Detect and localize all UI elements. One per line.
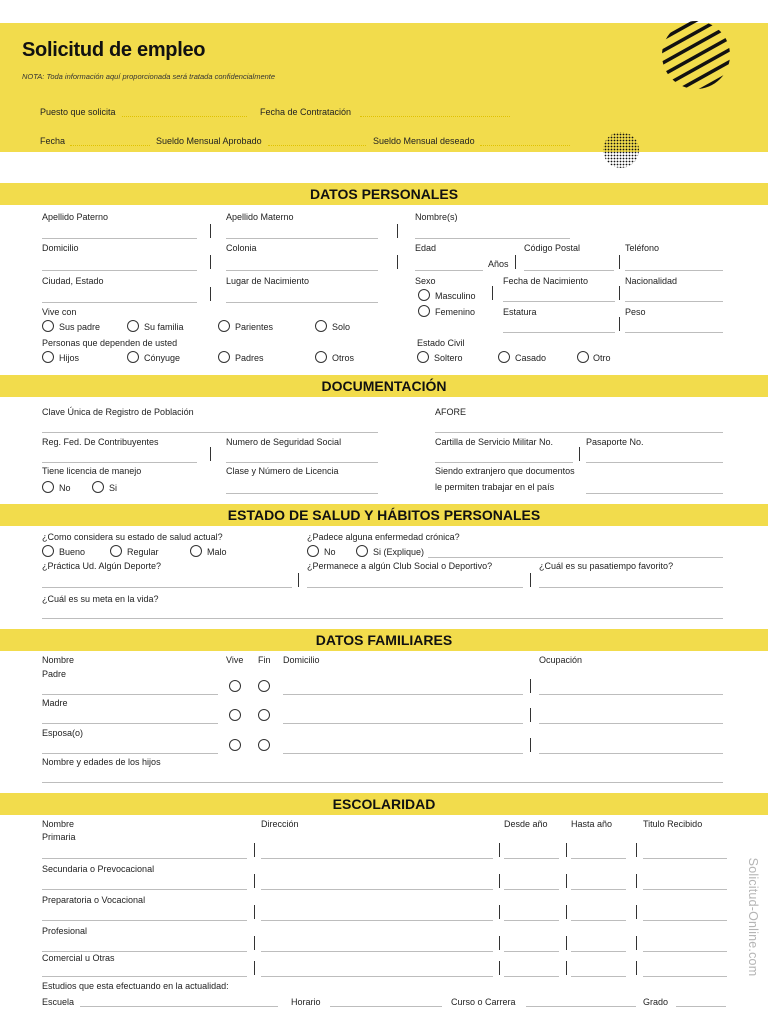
vive-con-radio-2[interactable] [218,320,230,332]
fecha-label: Fecha [40,136,66,146]
salud-heading: ESTADO DE SALUD Y HÁBITOS PERSONALES [227,507,541,523]
salud-option-2: Malo [207,547,227,557]
fam-header-nombre: Nombre [42,655,75,665]
esc-row-4-desde-input[interactable] [504,976,559,977]
esc-row-2-label: Preparatoria o Vocacional [42,895,146,905]
fam-madre-ocupacion-input[interactable] [539,723,723,724]
escuela-label: Escuela [42,997,75,1007]
esc-row-1-desde-input[interactable] [504,889,559,890]
fam-padre-ocupacion-input[interactable] [539,694,723,695]
estatura-label: Estatura [503,307,537,317]
fam-padre-domicilio-input[interactable] [283,694,523,695]
fam-esposa-ocupacion-input[interactable] [539,753,723,754]
esc-row-1-nombre-input[interactable] [42,889,247,890]
fam-madre-nombre-input[interactable] [42,723,218,724]
licencia-option-si: Si [109,483,118,493]
nacionalidad-input[interactable] [625,301,723,302]
esc-header-nombre: Nombre [42,819,75,829]
esc-row-3-direccion-input[interactable] [261,951,493,952]
esc-row-0-hasta-input[interactable] [571,858,626,859]
watermark-text: Solicitud-Online.com [746,857,760,977]
sueldo-aprobado-input[interactable] [268,145,366,146]
cronica-option-si: Si (Explique) [373,547,425,557]
codigo-postal-input[interactable] [524,270,614,271]
fecha-contratacion-input[interactable] [360,116,510,117]
horario-input[interactable] [330,1006,442,1007]
edad-input[interactable] [415,270,483,271]
pasaporte-input[interactable] [586,462,723,463]
fam-esposa-fin-radio[interactable] [258,739,270,751]
esc-row-0-label: Primaria [42,832,76,842]
dependen-radio-1[interactable] [127,351,139,363]
fecha-contratacion-label: Fecha de Contratación [260,107,352,117]
fam-header-vive: Vive [226,655,244,665]
esc-header-direccion: Dirección [261,819,299,829]
watermark [743,842,763,992]
page-title: Solicitud de empleo [22,39,206,61]
peso-label: Peso [625,307,646,317]
estudios-actuales-label: Estudios que esta efectuando en la actualidad: [42,981,229,991]
dependen-label: Personas que dependen de usted [42,338,178,348]
esc-row-0-titulo-input[interactable] [643,858,727,859]
hijos-label: Nombre y edades de los hijos [42,757,161,767]
civil-option-1: Casado [515,353,547,363]
lugar-nacimiento-input[interactable] [226,302,378,303]
licencia-radio-no[interactable] [42,481,54,493]
dependen-radio-3[interactable] [315,351,327,363]
fam-row-esposa-label: Esposa(o) [42,728,84,738]
ciudad-label: Ciudad, Estado [42,276,104,286]
domicilio-label: Domicilio [42,243,79,253]
esc-row-2-titulo-input[interactable] [643,920,727,921]
clase-licencia-input[interactable] [226,493,378,494]
clase-licencia-label: Clase y Número de Licencia [226,466,339,476]
esc-row-2-desde-input[interactable] [504,920,559,921]
afore-label: AFORE [435,407,467,417]
civil-radio-1[interactable] [498,351,510,363]
estado-civil-label: Estado Civil [417,338,465,348]
puesto-input[interactable] [122,116,247,117]
hijos-input[interactable] [42,782,723,783]
lugar-nacimiento-label: Lugar de Nacimiento [226,276,310,286]
datos-personales-heading: DATOS PERSONALES [309,186,459,202]
apellido-paterno-label: Apellido Paterno [42,212,109,222]
esc-row-3-label: Profesional [42,926,88,936]
fam-madre-vive-radio[interactable] [229,709,241,721]
q-salud-label: ¿Como considera su estado de salud actual? [42,532,223,542]
fam-header-ocupacion: Ocupación [539,655,583,665]
esc-row-1-direccion-input[interactable] [261,889,493,890]
licencia-label: Tiene licencia de manejo [42,466,142,476]
cronica-explique-input[interactable] [428,557,723,558]
deporte-input[interactable] [42,587,292,588]
esc-row-4-nombre-input[interactable] [42,976,247,977]
dependen-radio-0[interactable] [42,351,54,363]
salud-radio-2[interactable] [190,545,202,557]
esc-row-0-nombre-input[interactable] [42,858,247,859]
edad-label: Edad [415,243,437,253]
esc-header-hasta: Hasta año [571,819,613,829]
club-input[interactable] [307,587,523,588]
civil-radio-0[interactable] [417,351,429,363]
civil-option-2: Otro [593,353,611,363]
apellido-materno-input[interactable] [226,238,378,239]
masculino-radio[interactable] [418,289,430,301]
q-meta-label: ¿Cuál es su meta en la vida? [42,594,159,604]
esc-row-4-label: Comercial u Otras [42,953,115,963]
esc-row-2-direccion-input[interactable] [261,920,493,921]
rfc-label: Reg. Fed. De Contribuyentes [42,437,159,447]
esc-row-4-titulo-input[interactable] [643,976,727,977]
anos-label: Años [488,259,509,269]
cartilla-input[interactable] [435,462,573,463]
fam-header-domicilio: Domicilio [283,655,320,665]
striped-circle-decoration [660,6,732,104]
cronica-radio-si[interactable] [356,545,368,557]
curso-input[interactable] [526,1006,636,1007]
rfc-input[interactable] [42,462,197,463]
curso-label: Curso o Carrera [451,997,516,1007]
puesto-label: Puesto que solicita [40,107,116,117]
femenino-label: Femenino [435,307,476,317]
dependen-option-3: Otros [332,353,355,363]
vive-con-label: Vive con [42,307,77,317]
codigo-postal-label: Código Postal [524,243,581,253]
esc-header-titulo: Titulo Recibido [643,819,703,829]
fam-padre-vive-radio[interactable] [229,680,241,692]
q-cronica-label: ¿Padece alguna enfermedad crónica? [307,532,460,542]
vive-con-option-3: Solo [332,322,351,332]
sueldo-deseado-input[interactable] [480,145,570,146]
esc-row-1-hasta-input[interactable] [571,889,626,890]
cronica-radio-no[interactable] [307,545,319,557]
telefono-input[interactable] [625,270,723,271]
civil-option-0: Soltero [434,353,463,363]
fam-esposa-nombre-input[interactable] [42,753,218,754]
salud-radio-0[interactable] [42,545,54,557]
grado-label: Grado [643,997,669,1007]
esc-row-0-direccion-input[interactable] [261,858,493,859]
extranjero-label-2: le permiten trabajar en el país [435,482,555,492]
vive-con-option-0: Sus padre [59,322,101,332]
fam-madre-domicilio-input[interactable] [283,723,523,724]
esc-row-3-titulo-input[interactable] [643,951,727,952]
esc-row-4-direccion-input[interactable] [261,976,493,977]
vive-con-radio-3[interactable] [315,320,327,332]
nombres-input[interactable] [415,238,570,239]
sueldo-deseado-label: Sueldo Mensual deseado [373,136,475,146]
pasaporte-label: Pasaporte No. [586,437,644,447]
documentacion-heading: DOCUMENTACIÓN [321,378,447,394]
esc-row-2-nombre-input[interactable] [42,920,247,921]
dependen-option-1: Cónyuge [144,353,181,363]
esc-row-2-hasta-input[interactable] [571,920,626,921]
dotted-circle-decoration [601,130,641,170]
fam-madre-fin-radio[interactable] [258,709,270,721]
escuela-input[interactable] [80,1006,278,1007]
esc-row-0-desde-input[interactable] [504,858,559,859]
q-pasatiempo-label: ¿Cuál es su pasatiempo favorito? [539,561,674,571]
esc-row-1-label: Secundaria o Prevocacional [42,864,155,874]
vive-con-radio-0[interactable] [42,320,54,332]
esc-row-1-titulo-input[interactable] [643,889,727,890]
dependen-radio-2[interactable] [218,351,230,363]
cartilla-label: Cartilla de Servicio Militar No. [435,437,554,447]
apellido-materno-label: Apellido Materno [226,212,294,222]
vive-con-radio-1[interactable] [127,320,139,332]
esc-row-3-desde-input[interactable] [504,951,559,952]
vive-con-option-1: Su familia [144,322,184,332]
apellido-paterno-input[interactable] [42,238,197,239]
esc-header-desde: Desde año [504,819,548,829]
sexo-label: Sexo [415,276,436,286]
grado-input[interactable] [676,1006,726,1007]
colonia-label: Colonia [226,243,257,253]
esc-row-3-nombre-input[interactable] [42,951,247,952]
extranjero-input[interactable] [586,493,723,494]
fam-row-madre-label: Madre [42,698,68,708]
dependen-option-0: Hijos [59,353,80,363]
pasatiempo-input[interactable] [539,587,723,588]
q-club-label: ¿Permanece a algún Club Social o Deportivo? [307,561,493,571]
salud-option-0: Bueno [59,547,86,557]
salud-option-1: Regular [127,547,159,557]
meta-input[interactable] [42,618,723,619]
masculino-label: Masculino [435,291,476,301]
licencia-option-no: No [59,483,71,493]
fam-esposa-vive-radio[interactable] [229,739,241,751]
esc-row-4-hasta-input[interactable] [571,976,626,977]
curp-input[interactable] [42,432,378,433]
cronica-option-no: No [324,547,336,557]
nss-label: Numero de Seguridad Social [226,437,342,447]
escolaridad-heading: ESCOLARIDAD [332,796,436,812]
familiares-heading: DATOS FAMILIARES [315,632,453,648]
horario-label: Horario [291,997,321,1007]
afore-input[interactable] [435,432,723,433]
esc-row-3-hasta-input[interactable] [571,951,626,952]
estatura-input[interactable] [503,332,615,333]
nombres-label: Nombre(s) [415,212,458,222]
fam-padre-nombre-input[interactable] [42,694,218,695]
telefono-label: Teléfono [625,243,660,253]
confidentiality-note: NOTA: Toda información aquí proporcionada será tratada confidencialmente [22,72,276,81]
fecha-nacimiento-label: Fecha de Nacimiento [503,276,589,286]
sueldo-aprobado-label: Sueldo Mensual Aprobado [156,136,262,146]
ciudad-input[interactable] [42,302,197,303]
civil-radio-2[interactable] [577,351,589,363]
fecha-nacimiento-input[interactable] [503,301,615,302]
licencia-radio-si[interactable] [92,481,104,493]
domicilio-input[interactable] [42,270,197,271]
fam-padre-fin-radio[interactable] [258,680,270,692]
peso-input[interactable] [625,332,723,333]
fam-row-padre-label: Padre [42,669,67,679]
salud-radio-1[interactable] [110,545,122,557]
nacionalidad-label: Nacionalidad [625,276,678,286]
vive-con-option-2: Parientes [235,322,274,332]
fam-header-fin: Fin [258,655,271,665]
curp-label: Clave Única de Registro de Población [42,407,194,417]
femenino-radio[interactable] [418,305,430,317]
colonia-input[interactable] [226,270,378,271]
dependen-option-2: Padres [235,353,264,363]
nss-input[interactable] [226,462,378,463]
fecha-input[interactable] [70,145,150,146]
extranjero-label-1: Siendo extranjero que documentos [435,466,575,476]
q-deporte-label: ¿Práctica Ud. Algún Deporte? [42,561,162,571]
fam-esposa-domicilio-input[interactable] [283,753,523,754]
